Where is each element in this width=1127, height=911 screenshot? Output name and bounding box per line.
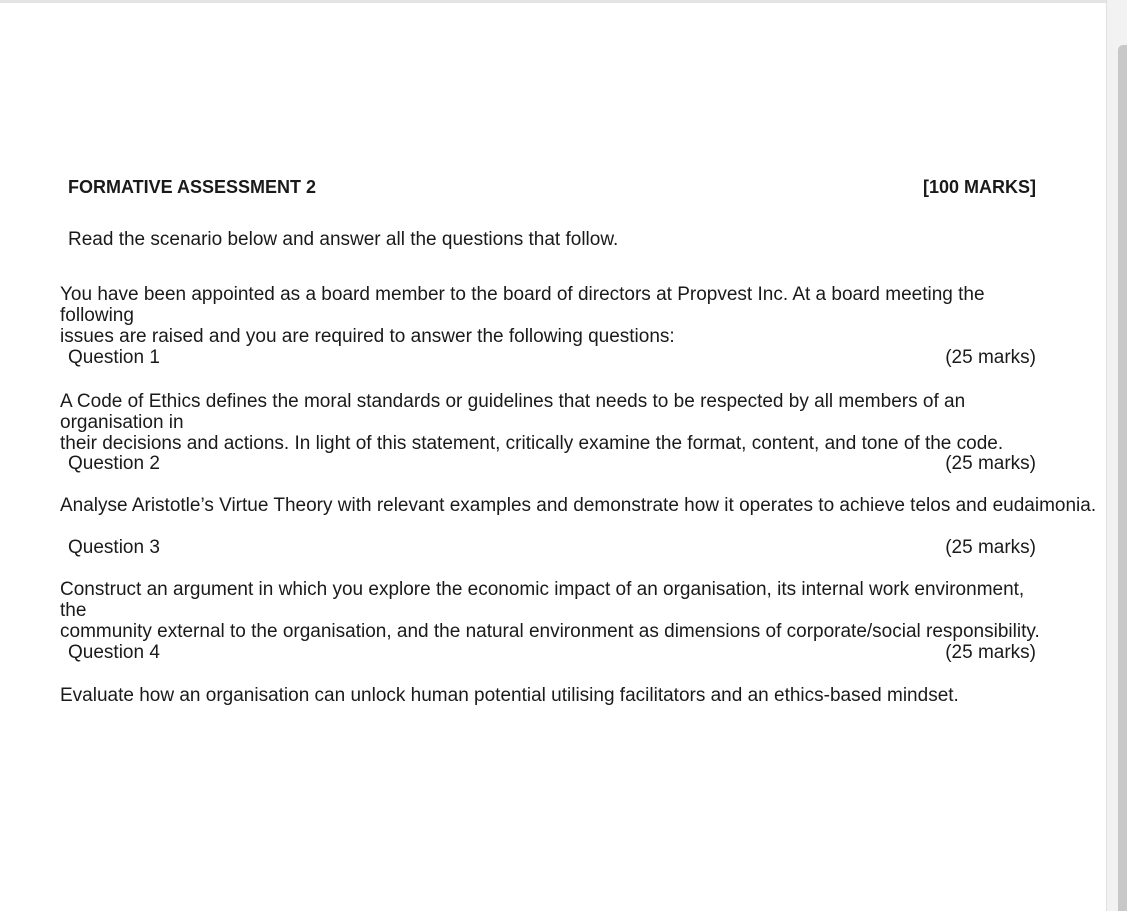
scenario-line: You have been appointed as a board member to the board of directors at Propvest Inc. At a board meeting the following	[60, 284, 985, 326]
question-2-header	[68, 453, 1036, 475]
total-marks: [100 MARKS]	[922, 177, 1036, 197]
vertical-scrollbar[interactable]	[1106, 0, 1127, 911]
question-1-header	[68, 347, 1036, 369]
scrollbar-thumb[interactable]	[1118, 45, 1127, 911]
question-3-marks: (25 marks)	[945, 537, 1036, 558]
question-2-text: Analyse Aristotle’s Virtue Theory with relevant examples and demonstrate how it operates to achieve telos and eudaimonia.	[60, 495, 1097, 516]
question-3-text	[60, 579, 1050, 642]
question-3-line: community external to the organisation, and the natural environment as dimensions of corporate/social responsibility.	[60, 621, 1040, 642]
question-1-text	[60, 391, 1050, 454]
scenario-paragraph	[60, 284, 1050, 347]
scenario-line: issues are raised and you are required to answer the following questions:	[60, 326, 675, 347]
assessment-title: FORMATIVE ASSESSMENT 2	[68, 177, 317, 197]
question-3-label: Question 3	[68, 537, 160, 558]
question-3-header	[68, 537, 1036, 559]
question-4-label: Question 4	[68, 642, 160, 663]
question-1-line: their decisions and actions. In light of this statement, critically examine the format, content, and tone of the code.	[60, 433, 1004, 454]
instructions-text: Read the scenario below and answer all the questions that follow.	[68, 229, 619, 250]
question-1-label: Question 1	[68, 347, 160, 368]
question-3-line: Construct an argument in which you explore the economic impact of an organisation, its internal work environment, the	[60, 579, 1025, 621]
question-4-header	[68, 642, 1036, 664]
question-4-marks: (25 marks)	[945, 642, 1036, 663]
question-1-marks: (25 marks)	[945, 347, 1036, 368]
question-1-line: A Code of Ethics defines the moral standards or guidelines that needs to be respected by all members of an organisation in	[60, 391, 966, 433]
question-4-text: Evaluate how an organisation can unlock human potential utilising facilitators and an ethics-based mindset.	[60, 685, 959, 706]
question-2-marks: (25 marks)	[945, 453, 1036, 474]
question-2-label: Question 2	[68, 453, 160, 474]
assessment-header	[68, 176, 1036, 198]
